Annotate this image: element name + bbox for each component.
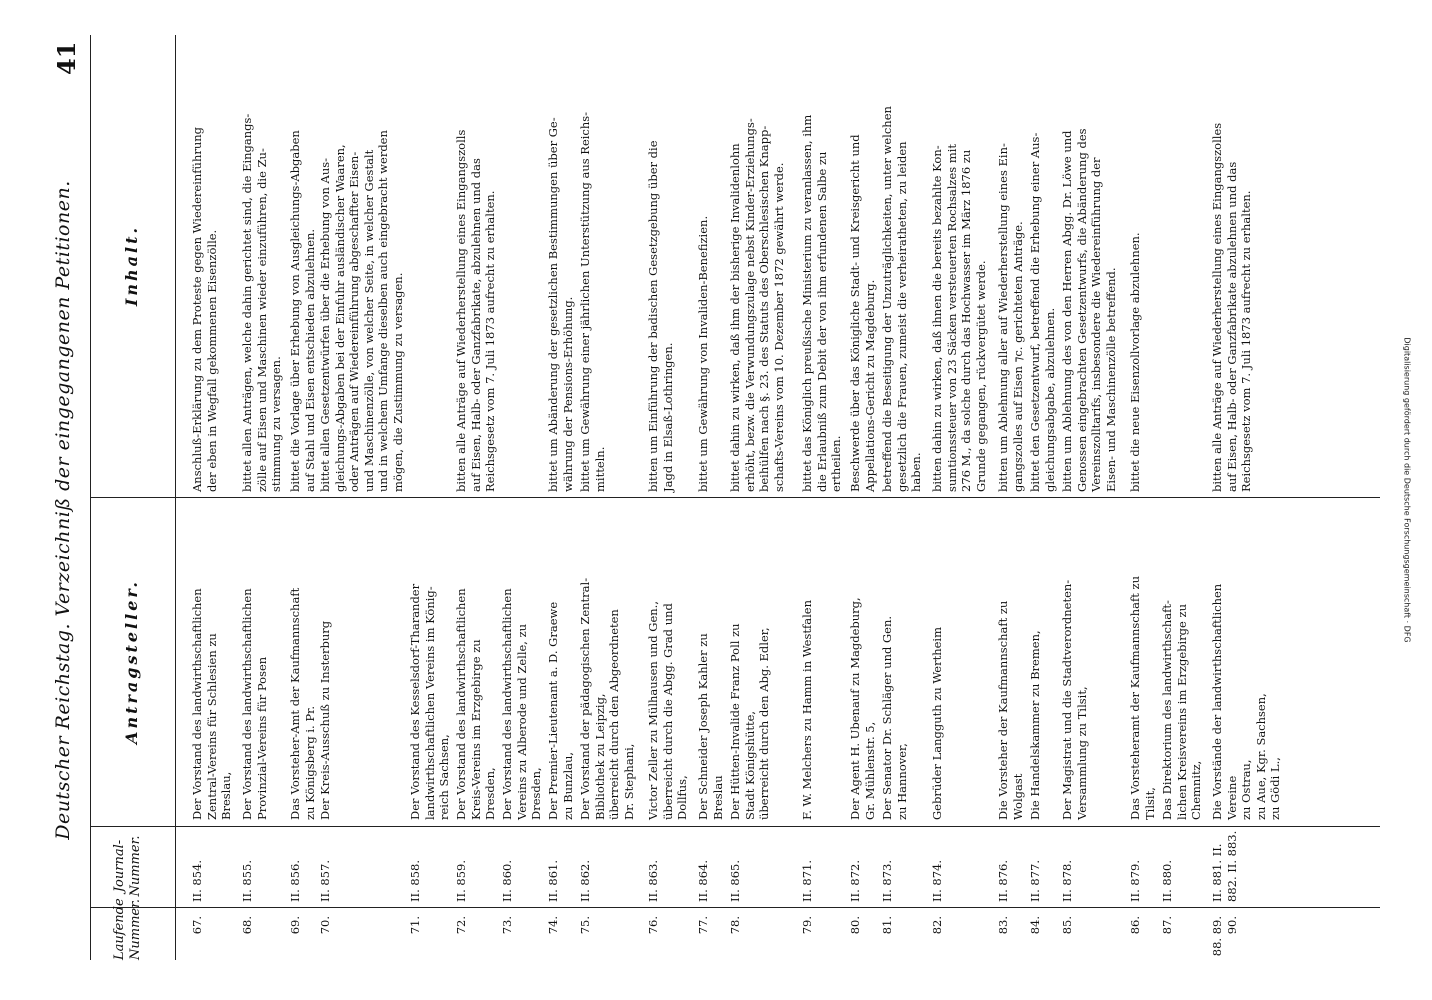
row-laufende-nummer: 77. [696, 916, 710, 935]
row-journal-nummer: II. 877. [1028, 859, 1042, 902]
dfg-notice-text: Digitalisierung gefördert durch die Deutsche Forschungsgemeinschaft · DFG [1402, 337, 1412, 643]
row-journal-nummer: II. 854. [190, 859, 204, 902]
row-inhalt: bittet um Gewährung einer jährlichen Unterstützung aus Reichs- mitteln. [578, 111, 607, 492]
dfg-notice [1392, 40, 1422, 940]
row-antragsteller: Der Vorstand des landwirthschaftlichen Kreis-Vereins im Erzgebirge zu Dresden, [454, 588, 497, 820]
row-laufende-nummer: 80. [848, 916, 862, 935]
row-inhalt: bitten um Ablehnung des von den Herren Abgg. Dr. Löwe und Genossen eingebrachten Gesetzentwurfs, die Abänderung des Vereinszolltarifs, insbesondere die Wiedereinführung der Eisen- und Maschinenzölle betreffend. [1060, 128, 1118, 492]
row-antragsteller: Die Vorstände der landwirthschaftlichen Vereine zu Ostrau, zu Aue, Kgr. Sachsen, zu Gödi L., [1210, 583, 1282, 820]
row-antragsteller: Der Senator Dr. Schläger und Gen. zu Hannover, [880, 615, 909, 820]
row-journal-nummer: II. 860. [500, 859, 514, 902]
row-laufende-nummer: 69. [288, 916, 302, 935]
row-inhalt: bitten um Ablehnung aller auf Wiederherstellung eines Ein- gangszolles auf Eisen ⁊c. gerichteten Anträge. [996, 143, 1025, 492]
row-journal-nummer: II. 878. [1060, 859, 1074, 902]
header-antragsteller: Antragsteller. [122, 579, 141, 744]
row-laufende-nummer: 86. [1128, 916, 1142, 935]
page-number: 41 [52, 41, 81, 75]
row-antragsteller: Der Hütten-Invalide Franz Poll zu Stadt Königshütte, überreicht durch den Abg. Edler, [728, 623, 771, 820]
row-journal-nummer: II. 881. II. 882. II. 883. [1210, 830, 1239, 902]
row-inhalt: Beschwerde über das Königliche Stadt- und Kreisgericht und Appellations-Gericht zu Magdeburg. [848, 134, 877, 492]
row-antragsteller: Der Schneider Joseph Kahler zu Breslau [696, 633, 725, 820]
row-journal-nummer: II. 879. [1128, 859, 1142, 902]
row-inhalt: bitten dahin zu wirken, daß ihnen die bereits bezahlte Kon- sumtionssteuer von 23 Säcken versteuerten Rochsalzes mit 276 M., da solche durch das Hochwasser im März 1876 zu Grunde gegangen, rückvergütet werde. [930, 143, 988, 492]
row-journal-nummer: II. 874. [930, 859, 944, 902]
row-laufende-nummer: 87. [1160, 916, 1174, 935]
row-inhalt: bitten um Einführung der badischen Gesetzgebung über die Jagd in Elsaß-Lothringen. [646, 140, 675, 492]
row-antragsteller: Der Agent H. Ubenauf zu Magdeburg, Gr. Mühlenstr. 5, [848, 597, 877, 820]
row-inhalt: bittet den Gesetzentwurf, betreffend die Erhebung einer Aus- gleichungsabgabe, abzulehnen. [1028, 132, 1057, 492]
row-inhalt: bittet um Gewährung von Invaliden-Benefizien. [696, 215, 710, 492]
row-journal-nummer: II. 865. [728, 859, 742, 902]
row-inhalt: bittet um Abänderung der gesetzlichen Bestimmungen über Ge- währung der Pensions-Erhöhung. [546, 117, 575, 492]
row-laufende-nummer: 83. [996, 916, 1010, 935]
row-antragsteller: Gebrüder Langguth zu Wertheim [930, 626, 944, 820]
row-antragsteller: Der Kreis-Ausschuß zu Insterburg [318, 620, 332, 820]
row-journal-nummer: II. 862. [578, 859, 592, 902]
row-inhalt: bittet das Königlich preußische Ministerium zu veranlassen, ihm die Erlaubniß zum Debit der von ihm erfundenen Salbe zu ertheilen. [800, 114, 843, 492]
row-laufende-nummer: 76. [646, 916, 660, 935]
row-antragsteller: F. W. Melchers zu Hamm in Westfalen [800, 599, 814, 820]
row-antragsteller: Der Magistrat und die Stadtverordneten- Versammlung zu Tilsit, [1060, 579, 1089, 820]
row-antragsteller: Der Vorstand der pädagogischen Zentral- Bibliothek zu Leipzig, überreicht durch den Abgeordneten Dr. Stephani, [578, 577, 636, 820]
row-laufende-nummer: 79. [800, 916, 814, 935]
row-journal-nummer: II. 859. [454, 859, 468, 902]
column-rule-2 [90, 826, 1380, 827]
column-rule-1 [90, 907, 1380, 908]
row-journal-nummer: II. 857. [318, 859, 332, 902]
running-title: Deutscher Reichstag. Verzeichniß der eingegangenen Petitionen. [52, 180, 74, 840]
row-laufende-nummer: 67. [190, 916, 204, 935]
row-antragsteller: Der Vorstand des landwirthschaftlichen Zentral-Vereins für Schlesien zu Breslau, [190, 588, 233, 820]
row-laufende-nummer: 82. [930, 916, 944, 935]
row-antragsteller: Der Vorstand des landwirthschaftlichen Provinzial-Vereins für Posen [240, 588, 269, 820]
header-journal-nummer: Journal-Nummer. [112, 835, 143, 897]
row-laufende-nummer: 68. [240, 916, 254, 935]
row-journal-nummer: II. 871. [800, 859, 814, 902]
header-inhalt: Inhalt. [122, 224, 141, 307]
row-inhalt: bitten alle Anträge auf Wiederherstellung eines Eingangszolls auf Eisen, Halb- oder Ganzfabrikate, abzulehnen und das Reichsgesetz vom 7. Juli 1873 aufrecht zu erhalten. [454, 129, 497, 492]
row-antragsteller: Das Vorsteher-Amt der Kaufmannschaft zu Königsberg i. Pr. [288, 587, 317, 820]
header-laufende-nummer: Laufende Nummer. [112, 898, 143, 960]
row-laufende-nummer: 78. [728, 916, 742, 935]
row-inhalt: bittet die Vorlage über Erhebung von Ausgleichungs-Abgaben auf Stahl und Eisen entschieden abzulehnen. [288, 130, 317, 492]
row-inhalt: bittet allen Anträgen, welche dahin gerichtet sind, die Eingangs- zölle auf Eisen und Maschinen wieder einzuführen, die Zu- stimmung zu versagen. [240, 113, 283, 492]
row-antragsteller: Die Handelskammer zu Bremen, [1028, 630, 1042, 820]
row-laufende-nummer: 70. [318, 916, 332, 935]
row-laufende-nummer: 85. [1060, 916, 1074, 935]
row-laufende-nummer: 73. [500, 916, 514, 935]
row-inhalt: bittet die neue Eisenzollvorlage abzulehnen. [1128, 232, 1142, 492]
row-antragsteller: Victor Zeller zu Mülhausen und Gen., überreicht durch die Abgg. Grad und Dollfus, [646, 601, 689, 820]
row-inhalt: bitten alle Anträge auf Wiederherstellung eines Eingangszolles auf Eisen, Halb- oder Ganzfabrikate abzulehnen und das Reichsgesetz vom 7. Juli 1873 aufrecht zu erhalten. [1210, 122, 1253, 492]
row-laufende-nummer: 84. [1028, 916, 1042, 935]
row-antragsteller: Der Vorstand des Kesselsdorf-Tharander landwirthschaftlichen Vereins im König- reich Sachsen, [408, 583, 451, 820]
row-laufende-nummer: 81. [880, 916, 894, 935]
row-journal-nummer: II. 880. [1160, 859, 1174, 902]
column-rule-3 [90, 497, 1380, 498]
row-journal-nummer: II. 858. [408, 859, 422, 902]
row-inhalt: betreffend die Beseitigung der Unzuträglichkeiten, unter welchen gesetzlich die Frauen, zumeist die verheiratheten, zu leiden haben. [880, 106, 923, 492]
row-journal-nummer: II. 876. [996, 859, 1010, 902]
row-journal-nummer: II. 855. [240, 859, 254, 902]
row-journal-nummer: II. 864. [696, 859, 710, 902]
row-laufende-nummer: 72. [454, 916, 468, 935]
row-antragsteller: Das Direktorium des landwirthschaft- lichen Kreisvereins im Erzgebirge zu Chemnitz, [1160, 600, 1203, 820]
row-antragsteller: Der Premier-Lieutenant a. D. Graewe zu Bunzlau, [546, 601, 575, 820]
row-laufende-nummer: 74. [546, 916, 560, 935]
row-inhalt: bittet allen Gesetzentwürfen über die Erhebung von Aus- gleichungs-Abgaben bei der Einfuhr ausländischer Waaren, oder Anträgen auf Wiedereinführung abgeschaffter Eisen- und Maschinenzölle, von welcher Seite, in welcher Gestalt und in welchem Umfange dieselben auch eingebracht werden mögen, die Zustimmung zu versagen. [318, 130, 405, 492]
row-laufende-nummer: 88. 89. 90. [1210, 916, 1239, 957]
row-antragsteller: Die Vorsteher der Kaufmannschaft zu Wolgast [996, 600, 1025, 820]
row-inhalt: bittet dahin zu wirken, daß ihm der bisherige Invalidenlohn erhöht, bezw. die Verwundungszulage nebst Kinder-Erziehungs- beihülfen nach §. 23. des Statuts des Oberschlesischen Knapp- schafts-Vereins vom 10. Dezember 1872 gewährt werde. [728, 118, 786, 492]
row-journal-nummer: II. 863. [646, 859, 660, 902]
row-inhalt: Anschluß-Erklärung zu dem Proteste gegen Wiedereinführung der eben in Wegfall gekommenen Eisenzölle. [190, 126, 219, 492]
row-journal-nummer: II. 856. [288, 859, 302, 902]
row-antragsteller: Das Vorsteheramt der Kaufmannschaft zu Tilsit, [1128, 576, 1157, 820]
row-antragsteller: Der Vorstand des landwirthschaftlichen Vereins zu Alberode und Zelle, zu Dresden, [500, 588, 543, 820]
row-journal-nummer: II. 872. [848, 859, 862, 902]
row-journal-nummer: II. 873. [880, 859, 894, 902]
row-laufende-nummer: 75. [578, 916, 592, 935]
row-journal-nummer: II. 861. [546, 859, 560, 902]
row-laufende-nummer: 71. [408, 916, 422, 935]
